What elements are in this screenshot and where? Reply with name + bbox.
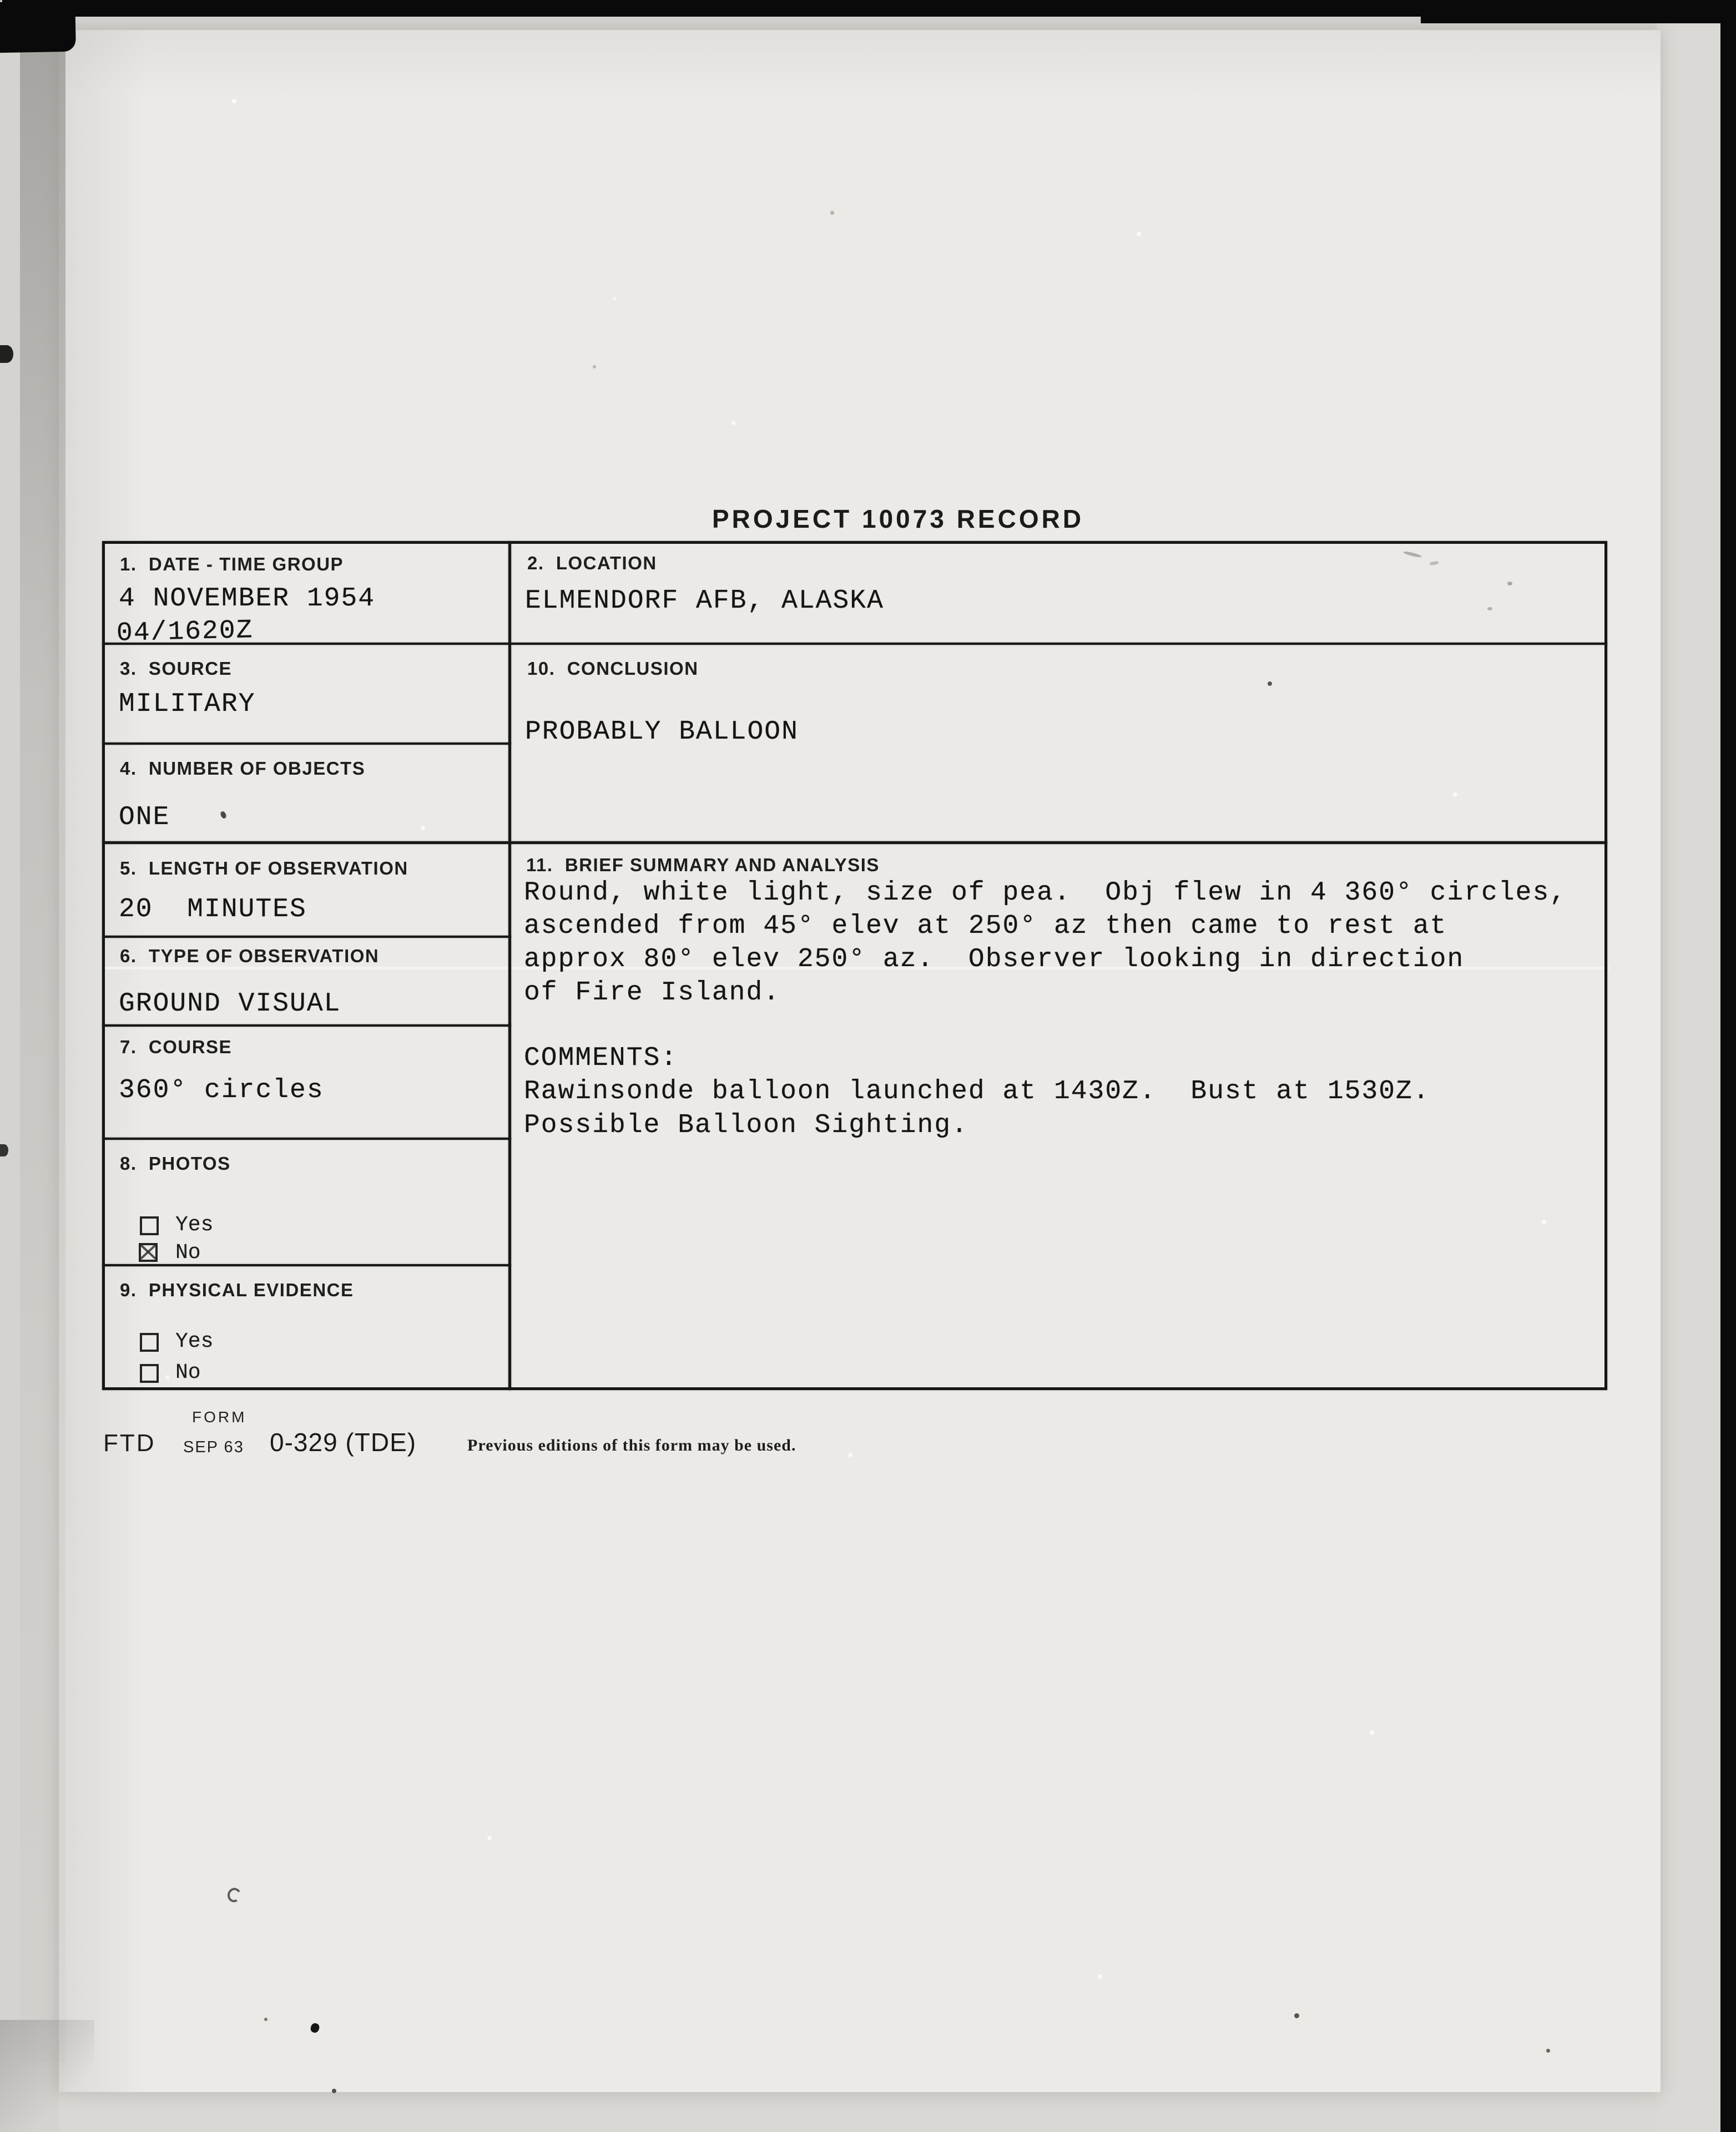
scan-edge-mark xyxy=(0,1144,8,1156)
number-of-objects-value: ONE xyxy=(119,802,170,832)
source-value: MILITARY xyxy=(119,689,256,719)
summary-line: of Fire Island. xyxy=(524,978,781,1008)
photos-no-checkbox[interactable] xyxy=(139,1243,158,1262)
row-divider xyxy=(102,1264,511,1266)
physical-evidence-yes-label: Yes xyxy=(175,1330,214,1353)
row-divider xyxy=(102,1024,511,1027)
footer-agency: FTD xyxy=(103,1429,156,1457)
scan-speck xyxy=(332,2089,336,2093)
scan-underlay xyxy=(1657,17,1726,2132)
type-of-observation-value: GROUND VISUAL xyxy=(119,989,341,1019)
column-divider xyxy=(508,541,511,1390)
footer-edition-date: SEP 63 xyxy=(183,1438,244,1456)
scan-speck xyxy=(593,365,596,368)
row-divider xyxy=(102,936,511,938)
page-title: PROJECT 10073 RECORD xyxy=(711,504,1084,533)
photos-yes-checkbox[interactable] xyxy=(140,1216,159,1235)
source-label: 3. SOURCE xyxy=(120,658,233,679)
row-divider xyxy=(102,841,1607,844)
scan-speck xyxy=(830,211,834,215)
footer-note: Previous editions of this form may be used. xyxy=(467,1436,796,1454)
location-value: ELMENDORF AFB, ALASKA xyxy=(525,586,884,616)
summary-line: approx 80° elev 250° az. Observer looking in direction xyxy=(524,944,1465,974)
scan-speck xyxy=(1487,607,1492,610)
photos-label: 8. PHOTOS xyxy=(120,1153,231,1174)
comments-line: Rawinsonde balloon launched at 1430Z. Bust at 1530Z. xyxy=(524,1077,1430,1107)
photos-no-label: No xyxy=(175,1241,201,1265)
course-value: 360° circles xyxy=(119,1075,324,1105)
type-of-observation-label: 6. TYPE OF OBSERVATION xyxy=(120,946,380,966)
conclusion-label: 10. CONCLUSION xyxy=(527,658,699,679)
brief-summary-label: 11. BRIEF SUMMARY AND ANALYSIS xyxy=(526,855,880,875)
physical-evidence-label: 9. PHYSICAL EVIDENCE xyxy=(120,1280,354,1300)
scan-edge xyxy=(1720,0,1736,2132)
date-time-group-value: 4 NOVEMBER 1954 xyxy=(119,584,376,614)
physical-evidence-yes-checkbox[interactable] xyxy=(140,1333,159,1352)
footer-form-number: 0-329 (TDE) xyxy=(270,1428,417,1457)
physical-evidence-no-label: No xyxy=(175,1361,201,1385)
scan-underlay xyxy=(59,2092,1657,2132)
length-of-observation-label: 5. LENGTH OF OBSERVATION xyxy=(120,858,408,878)
location-label: 2. LOCATION xyxy=(527,553,657,573)
scan-speck xyxy=(1546,2049,1550,2053)
scan-edge xyxy=(1421,0,1736,23)
row-divider xyxy=(102,742,511,745)
comments-line: Possible Balloon Sighting. xyxy=(524,1110,968,1140)
scan-dust xyxy=(0,0,2,2)
length-of-observation-value: 20 MINUTES xyxy=(119,895,307,924)
course-label: 7. COURSE xyxy=(120,1037,233,1057)
summary-line: ascended from 45° elev at 250° az then came to rest at xyxy=(524,911,1447,941)
number-of-objects-label: 4. NUMBER OF OBJECTS xyxy=(120,758,366,779)
physical-evidence-no-checkbox[interactable] xyxy=(140,1364,159,1383)
footer-form-word: FORM xyxy=(192,1408,247,1426)
photos-yes-label: Yes xyxy=(175,1213,214,1237)
date-time-group-value-2: 04/1620Z xyxy=(116,615,254,649)
date-time-group-label: 1. DATE - TIME GROUP xyxy=(120,554,344,574)
row-divider xyxy=(102,643,1607,645)
scan-shadow xyxy=(0,2020,94,2132)
summary-line: Round, white light, size of pea. Obj flew in 4 360° circles, xyxy=(524,878,1567,908)
row-divider xyxy=(102,1138,511,1140)
scan-edge-mark xyxy=(0,345,13,363)
comments-label: COMMENTS: xyxy=(524,1043,678,1073)
scan-speck xyxy=(1268,681,1272,686)
conclusion-value: PROBABLY BALLOON xyxy=(525,717,799,747)
scan-speck xyxy=(1294,2013,1299,2018)
scan-speck xyxy=(264,2018,268,2021)
scan-shadow xyxy=(20,31,65,2062)
scan-edge xyxy=(0,0,76,53)
pencil-mark xyxy=(1507,582,1512,585)
